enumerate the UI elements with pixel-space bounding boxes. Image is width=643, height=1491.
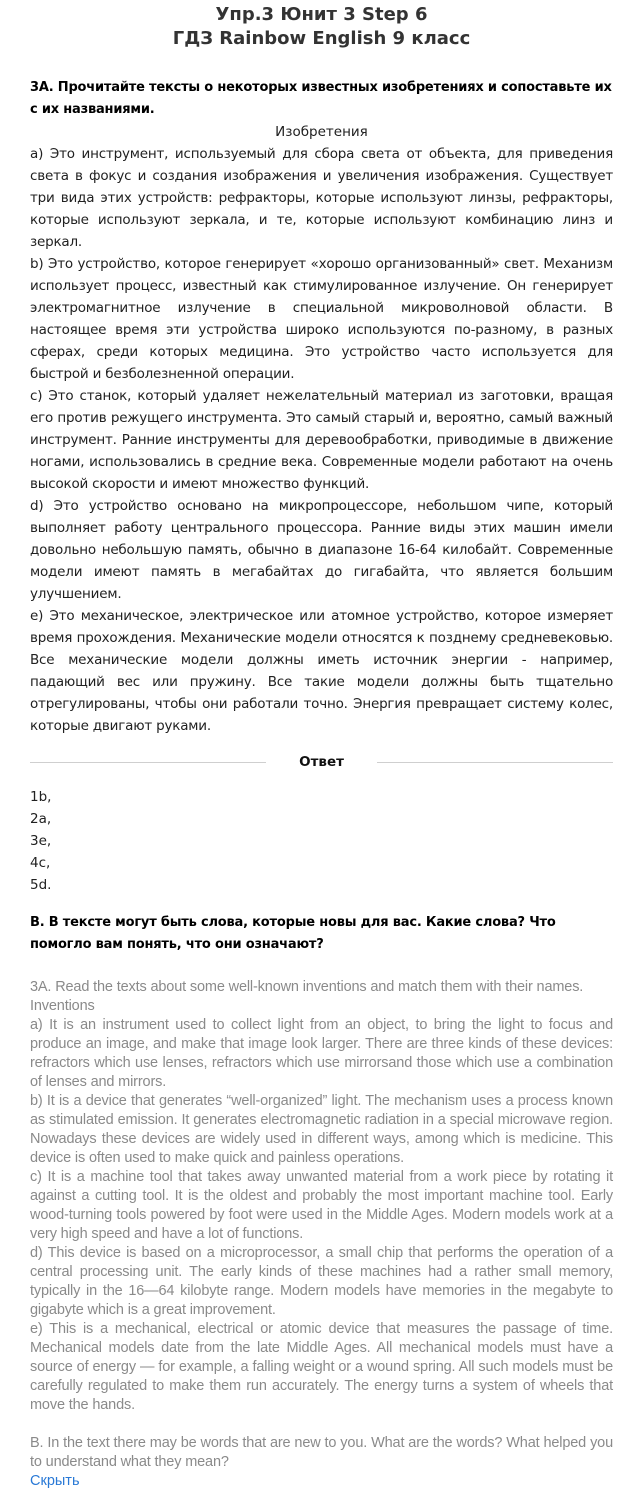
paragraph-b-en: b) It is a device that generates “well-organized” light. The mechanism uses a process known as stimulated emission. It generates electromagnetic radiation in a special microwave region. Nowadays these devices are widely used in different ways, among which is medicine. This device is often used to make quick and painless operations. <box>30 1093 613 1166</box>
original-english-text <box>30 978 613 1472</box>
answer-heading: Ответ <box>299 754 344 770</box>
paragraph-c-ru: с) Это станок, который удаляет нежелательный материал из заготовки, вращая его против режущего инструмента. Это самый старый и, вероятно, самый важный инструмент. Ранние инструменты для деревообработки, приводимые в движение ногами, использовались в средние века. Современные модели работают на очень высокой скорости и имеют множество функций. <box>30 388 613 492</box>
inventions-heading: Изобретения <box>275 124 368 140</box>
title-line-1: Упр.3 Юнит 3 Step 6 <box>215 4 428 25</box>
page <box>30 0 613 1491</box>
paragraph-d-ru: d) Это устройство основано на микропроцессоре, небольшом чипе, который выполняет работу центрального процессора. Ранние виды этих машин имели довольно небольшую память, обычно в диапазоне 16-64 килобайт. Современные модели имеют память в мегабайтах до гигабайта, что является большим улучшением. <box>30 498 613 602</box>
paragraph-a-ru: а) Это инструмент, используемый для сбора света от объекта, для приведения света в фокус и создания изображения и увеличения изображения. Существует три вида этих устройств: рефракторы, которые используют линзы, рефракторы, которые используют зеркала, и те, которые используют комбинацию линз и зеркал. <box>30 146 613 250</box>
answer-divider <box>30 750 613 774</box>
paragraph-e-ru: е) Это механическое, электрическое или атомное устройство, которое измеряет время прохождения. Механические модели относятся к позднему средневековью. Все механические модели должны иметь источник энергии - например, падающий вес или пружину. Все такие модели должны быть тщательно отрегулированы, чтобы они работали точно. Энергия превращает систему колес, которые двигают руками. <box>30 608 613 734</box>
english-task-b: B. In the text there may be words that are new to you. What are the words? What helped you to understand what they mean? <box>30 1435 613 1470</box>
english-heading: Inventions <box>30 998 95 1014</box>
answer-item: 4c, <box>30 855 51 871</box>
answer-item: 3e, <box>30 833 52 849</box>
divider-line-left <box>30 762 266 763</box>
paragraph-b-ru: b) Это устройство, которое генерирует «хорошо организованный» свет. Механизм использует процесс, известный как стимулированное излучение. Он генерирует электромагнитное излучение в специальной микроволновой области. В настоящее время эти устройства широко используются по-разному, в разных сферах, среди которых медицина. Это устройство часто используется для быстрой и безболезненной операции. <box>30 256 613 382</box>
title-line-2: ГДЗ Rainbow English 9 класс <box>172 28 471 49</box>
answer-item: 2a, <box>30 811 52 827</box>
paragraph-e-en: e) This is a mechanical, electrical or atomic device that measures the passage of time. Mechanical models date from the late Middle Ages. All mechanical models must have a source of energy — for example, a falling weight or a wound spring. All such models must be carefully regulated to make them run accurately. The energy turns a system of wheels that move the hands. <box>30 1321 613 1413</box>
russian-texts <box>30 143 613 737</box>
english-intro: 3A. Read the texts about some well-known inventions and match them with their names. <box>30 979 584 995</box>
answer-item: 1b, <box>30 789 52 805</box>
task-a-instruction: 3А. Прочитайте тексты о некоторых известных изобретениях и сопоставьте их с их названиями. <box>30 80 612 117</box>
divider-line-right <box>377 762 613 763</box>
answer-item: 5d. <box>30 877 52 893</box>
paragraph-a-en: a) It is an instrument used to collect light from an object, to bring the light to focus and produce an image, and make that image look larger. There are three kinds of these devices: refractors which use lenses, refractors which use mirrorsand those which use a combination of lenses and mirrors. <box>30 1017 613 1090</box>
hide-link[interactable]: Скрыть <box>30 1473 80 1489</box>
paragraph-c-en: c) It is a machine tool that takes away unwanted material from a work piece by rotating it against a cutting tool. It is the oldest and probably the most important machine tool. Early wood-turning tools powered by foot were used in the Middle Ages. Modern models work at a very high speed and have a lot of functions. <box>30 1169 613 1242</box>
paragraph-d-en: d) This device is based on a microprocessor, a small chip that performs the operation of a central processing unit. The early kinds of these machines had a rather small memory, typically in the 16—64 kilobyte range. Modern models have memories in the megabyte to gigabyte which is a great improvement. <box>30 1245 613 1318</box>
task-b-instruction: B. В тексте могут быть слова, которые новы для вас. Какие слова? Что помогло вам понять, что они означают? <box>30 915 556 952</box>
answer-list <box>30 786 613 896</box>
page-title <box>30 3 613 51</box>
